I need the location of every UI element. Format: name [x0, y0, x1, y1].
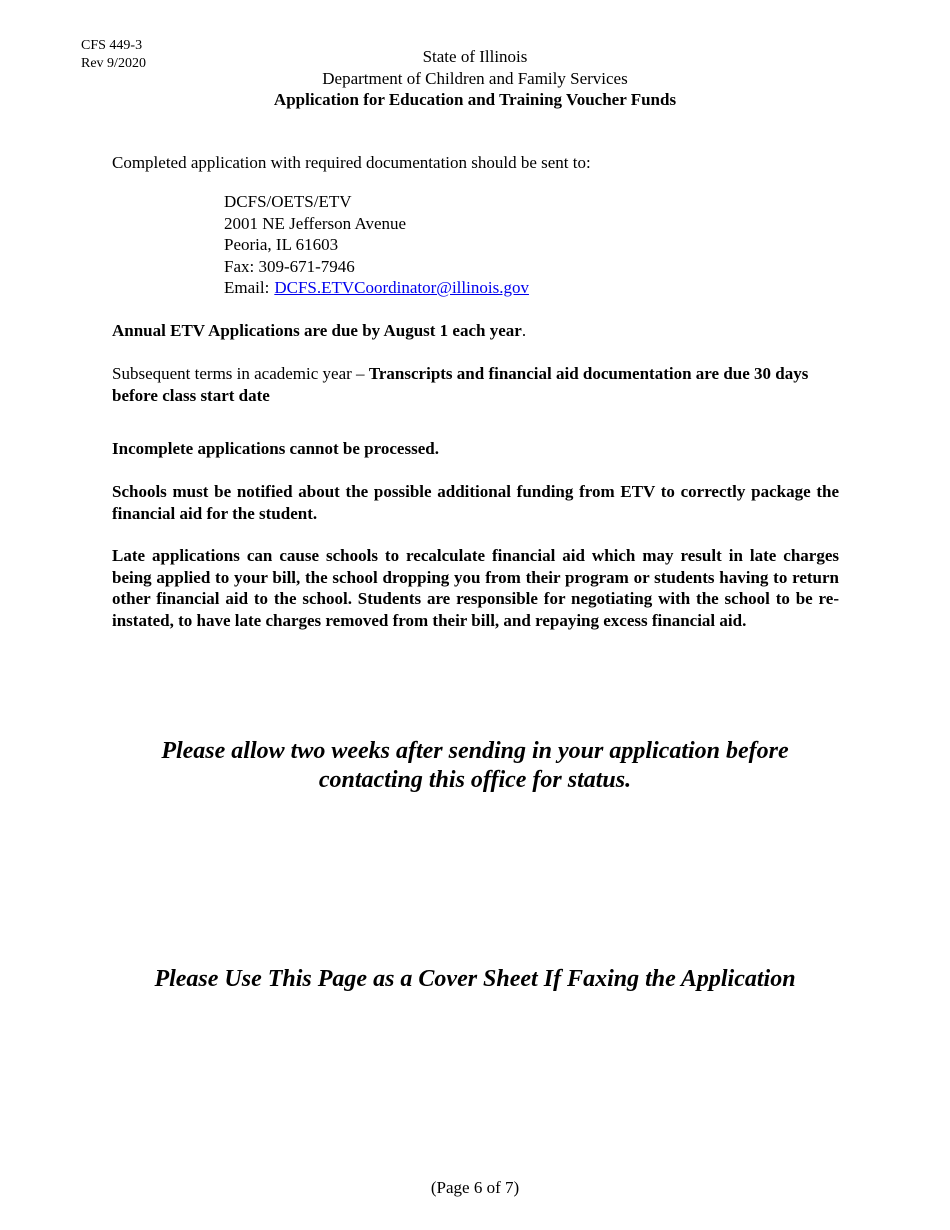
subsequent-deadline: Transcripts and financial aid documentation are due 30 days before class start date — [112, 364, 809, 405]
late-applications-notice: Late applications can cause schools to recalculate financial aid which may result in late charges being applied to your bill, the school dropping you from their program or students having to return other financial aid to the school. Students are responsible for negotiating with the school to be re-instated, to have late charges removed from their bill, and repaying excess financial aid. — [112, 546, 839, 630]
address-line-2: 2001 NE Jefferson Avenue — [224, 213, 407, 233]
subsequent-lead: Subsequent terms in academic year – — [112, 364, 369, 383]
cover-sheet-note: Please Use This Page as a Cover Sheet If Faxing the Application — [154, 966, 796, 992]
annual-due-period: . — [521, 321, 527, 340]
annual-due-text: Annual ETV Applications are due by August 1 each year — [112, 321, 522, 340]
incomplete-notice: Incomplete applications cannot be processed. — [112, 439, 439, 458]
email-row — [224, 277, 529, 299]
address-line-1: DCFS/OETS/ETV — [224, 192, 352, 211]
page-indicator: (Page 6 of 7) — [430, 1178, 520, 1197]
schools-notice: Schools must be notified about the possible additional funding from ETV to correctly package the financial aid for the student. — [112, 482, 839, 523]
document-header — [0, 46, 950, 111]
header-department: Department of Children and Family Services — [322, 68, 628, 88]
status-note-line-1: Please allow two weeks after sending in your application before — [161, 738, 789, 764]
address-line-3: Peoria, IL 61603 — [224, 235, 339, 254]
email-link[interactable]: DCFS.ETVCoordinator@illinois.gov — [274, 278, 529, 297]
annual-due-notice — [112, 320, 839, 342]
header-state: State of Illinois — [422, 47, 528, 66]
send-to-intro: Completed application with required documentation should be sent to: — [112, 153, 591, 172]
fax-number: Fax: 309-671-7946 — [224, 256, 355, 276]
email-label: Email: — [224, 278, 270, 297]
form-revision: Rev 9/2020 — [81, 56, 146, 71]
mailing-address — [224, 191, 529, 299]
subsequent-terms-notice — [112, 363, 839, 406]
form-number: CFS 449-3 — [81, 38, 143, 53]
status-note — [0, 737, 950, 795]
document-title: Application for Education and Training Voucher Funds — [273, 90, 677, 109]
status-note-line-2: contacting this office for status. — [318, 767, 632, 793]
